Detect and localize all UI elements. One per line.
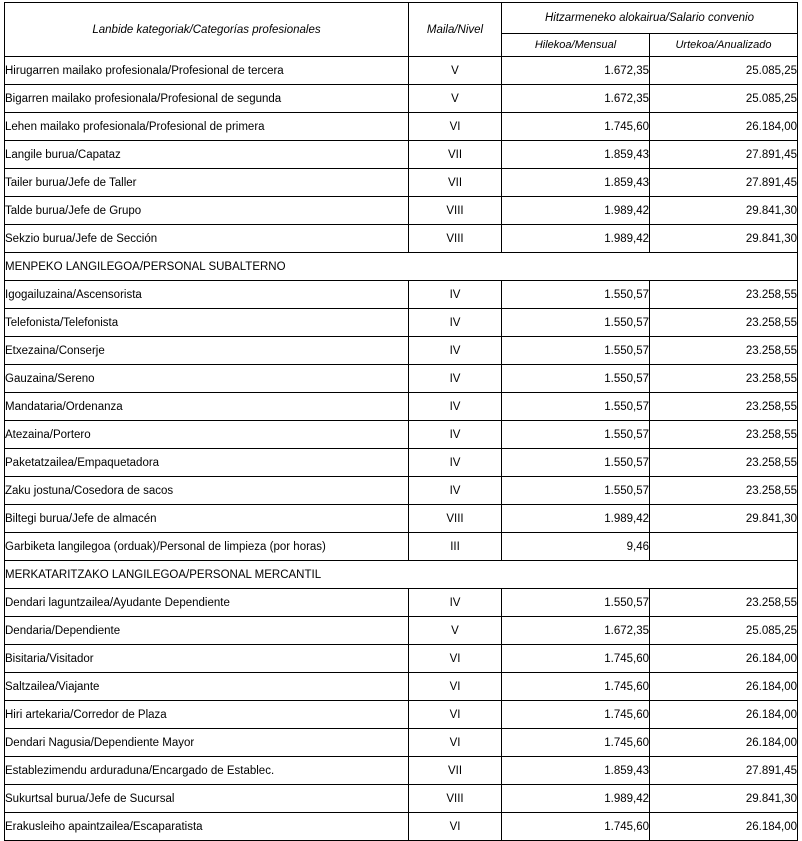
cell-annual: 23.258,55 [650, 477, 798, 505]
cell-level: IV [409, 589, 502, 617]
header-level: Maila/Nivel [409, 3, 502, 57]
cell-category: Gauzaina/Sereno [5, 365, 409, 393]
cell-level: IV [409, 421, 502, 449]
table-row [5, 617, 798, 645]
cell-category: Erakusleiho apaintzailea/Escaparatista [5, 813, 409, 841]
cell-annual: 26.184,00 [650, 701, 798, 729]
table-row [5, 197, 798, 225]
cell-monthly: 1.989,42 [502, 225, 650, 253]
cell-annual: 29.841,30 [650, 785, 798, 813]
cell-monthly: 1.989,42 [502, 785, 650, 813]
cell-monthly: 1.672,35 [502, 617, 650, 645]
cell-level: VI [409, 729, 502, 757]
cell-level: VII [409, 141, 502, 169]
cell-monthly: 1.859,43 [502, 757, 650, 785]
table-row [5, 365, 798, 393]
cell-monthly: 1.989,42 [502, 197, 650, 225]
cell-annual: 26.184,00 [650, 113, 798, 141]
table-section-row [5, 561, 798, 589]
cell-level: IV [409, 281, 502, 309]
header-monthly: Hilekoa/Mensual [502, 34, 650, 57]
table-row [5, 645, 798, 673]
salary-table [4, 2, 798, 841]
table-header [5, 3, 798, 57]
table-row [5, 225, 798, 253]
table-row [5, 813, 798, 841]
cell-category: Atezaina/Portero [5, 421, 409, 449]
cell-monthly: 1.672,35 [502, 57, 650, 85]
cell-level: VIII [409, 785, 502, 813]
cell-monthly: 1.859,43 [502, 169, 650, 197]
cell-annual: 23.258,55 [650, 589, 798, 617]
cell-monthly: 1.550,57 [502, 281, 650, 309]
cell-monthly: 1.745,60 [502, 673, 650, 701]
cell-category: Mandataria/Ordenanza [5, 393, 409, 421]
cell-level: VII [409, 169, 502, 197]
table-row [5, 449, 798, 477]
cell-category: Tailer burua/Jefe de Taller [5, 169, 409, 197]
cell-annual: 25.085,25 [650, 85, 798, 113]
table-row [5, 113, 798, 141]
cell-level: V [409, 57, 502, 85]
cell-monthly: 1.745,60 [502, 645, 650, 673]
cell-monthly: 1.550,57 [502, 421, 650, 449]
cell-category: Lehen mailako profesionala/Profesional de primera [5, 113, 409, 141]
cell-category: Langile burua/Capataz [5, 141, 409, 169]
table-row [5, 141, 798, 169]
cell-level: IV [409, 477, 502, 505]
cell-level: VI [409, 113, 502, 141]
cell-monthly: 1.550,57 [502, 309, 650, 337]
cell-annual: 27.891,45 [650, 757, 798, 785]
cell-annual: 23.258,55 [650, 449, 798, 477]
cell-monthly: 1.745,60 [502, 113, 650, 141]
cell-level: III [409, 533, 502, 561]
header-salary-group: Hitzarmeneko alokairua/Salario convenio [502, 3, 798, 34]
table-row [5, 421, 798, 449]
cell-category: Dendari Nagusia/Dependiente Mayor [5, 729, 409, 757]
header-category: Lanbide kategoriak/Categorías profesionales [5, 3, 409, 57]
cell-level: IV [409, 309, 502, 337]
cell-annual: 26.184,00 [650, 673, 798, 701]
cell-level: VIII [409, 225, 502, 253]
cell-category: Biltegi burua/Jefe de almacén [5, 505, 409, 533]
table-row [5, 729, 798, 757]
cell-category: Hirugarren mailako profesionala/Profesional de tercera [5, 57, 409, 85]
cell-category: Bisitaria/Visitador [5, 645, 409, 673]
table-row [5, 673, 798, 701]
cell-monthly: 9,46 [502, 533, 650, 561]
cell-annual: 29.841,30 [650, 505, 798, 533]
cell-annual: 25.085,25 [650, 617, 798, 645]
table-row [5, 533, 798, 561]
cell-category: Telefonista/Telefonista [5, 309, 409, 337]
cell-monthly: 1.550,57 [502, 393, 650, 421]
cell-annual: 26.184,00 [650, 729, 798, 757]
cell-annual [650, 533, 798, 561]
section-title: MENPEKO LANGILEGOA/PERSONAL SUBALTERNO [5, 253, 798, 281]
cell-annual: 29.841,30 [650, 225, 798, 253]
cell-monthly: 1.550,57 [502, 589, 650, 617]
cell-level: VI [409, 645, 502, 673]
cell-level: VI [409, 701, 502, 729]
cell-category: Hiri artekaria/Corredor de Plaza [5, 701, 409, 729]
table-row [5, 701, 798, 729]
cell-annual: 26.184,00 [650, 813, 798, 841]
cell-monthly: 1.550,57 [502, 449, 650, 477]
table-row [5, 785, 798, 813]
cell-level: IV [409, 449, 502, 477]
cell-annual: 29.841,30 [650, 197, 798, 225]
cell-annual: 23.258,55 [650, 337, 798, 365]
cell-level: IV [409, 393, 502, 421]
table-row [5, 505, 798, 533]
cell-annual: 23.258,55 [650, 309, 798, 337]
cell-category: Garbiketa langilegoa (orduak)/Personal de limpieza (por horas) [5, 533, 409, 561]
cell-level: IV [409, 365, 502, 393]
table-section-row [5, 253, 798, 281]
cell-level: IV [409, 337, 502, 365]
cell-level: V [409, 85, 502, 113]
cell-annual: 27.891,45 [650, 169, 798, 197]
section-title: MERKATARITZAKO LANGILEGOA/PERSONAL MERCANTIL [5, 561, 798, 589]
header-annual: Urtekoa/Anualizado [650, 34, 798, 57]
cell-monthly: 1.745,60 [502, 729, 650, 757]
table-body [5, 57, 798, 841]
cell-level: VI [409, 813, 502, 841]
cell-monthly: 1.550,57 [502, 337, 650, 365]
table-row [5, 589, 798, 617]
cell-level: VIII [409, 505, 502, 533]
cell-category: Zaku jostuna/Cosedora de sacos [5, 477, 409, 505]
cell-category: Dendari laguntzailea/Ayudante Dependiente [5, 589, 409, 617]
table-row [5, 57, 798, 85]
cell-level: VII [409, 757, 502, 785]
cell-annual: 27.891,45 [650, 141, 798, 169]
cell-category: Dendaria/Dependiente [5, 617, 409, 645]
table-row [5, 393, 798, 421]
cell-category: Establezimendu arduraduna/Encargado de Establec. [5, 757, 409, 785]
table-row [5, 337, 798, 365]
cell-category: Saltzailea/Viajante [5, 673, 409, 701]
cell-annual: 23.258,55 [650, 281, 798, 309]
cell-category: Etxezaina/Conserje [5, 337, 409, 365]
cell-category: Talde burua/Jefe de Grupo [5, 197, 409, 225]
table-row [5, 309, 798, 337]
cell-monthly: 1.550,57 [502, 365, 650, 393]
cell-category: Sukurtsal burua/Jefe de Sucursal [5, 785, 409, 813]
table-header-row-primary [5, 3, 798, 34]
table-row [5, 757, 798, 785]
cell-monthly: 1.745,60 [502, 701, 650, 729]
cell-monthly: 1.859,43 [502, 141, 650, 169]
cell-level: VI [409, 673, 502, 701]
table-row [5, 169, 798, 197]
cell-annual: 23.258,55 [650, 365, 798, 393]
cell-category: Sekzio burua/Jefe de Sección [5, 225, 409, 253]
cell-annual: 26.184,00 [650, 645, 798, 673]
cell-monthly: 1.745,60 [502, 813, 650, 841]
table-row [5, 477, 798, 505]
cell-annual: 23.258,55 [650, 393, 798, 421]
cell-category: Paketatzailea/Empaquetadora [5, 449, 409, 477]
table-row [5, 85, 798, 113]
cell-annual: 23.258,55 [650, 421, 798, 449]
cell-monthly: 1.989,42 [502, 505, 650, 533]
cell-annual: 25.085,25 [650, 57, 798, 85]
cell-monthly: 1.550,57 [502, 477, 650, 505]
cell-level: V [409, 617, 502, 645]
cell-monthly: 1.672,35 [502, 85, 650, 113]
cell-category: Bigarren mailako profesionala/Profesional de segunda [5, 85, 409, 113]
table-row [5, 281, 798, 309]
cell-level: VIII [409, 197, 502, 225]
cell-category: Igogailuzaina/Ascensorista [5, 281, 409, 309]
